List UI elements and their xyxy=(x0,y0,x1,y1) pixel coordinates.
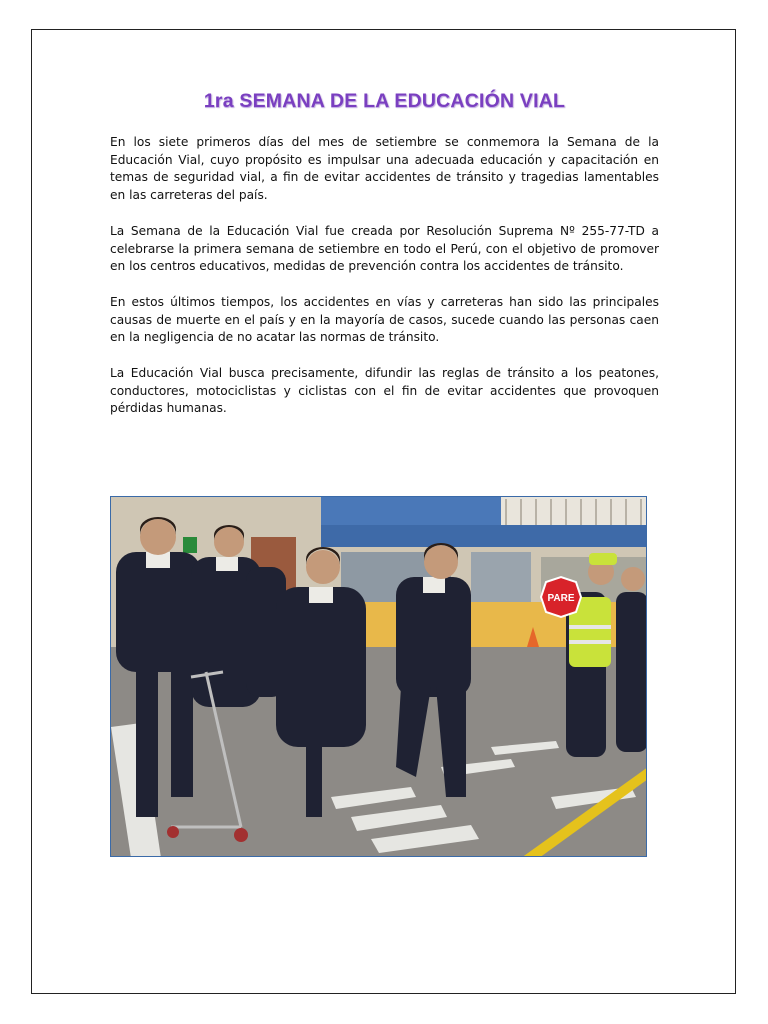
paragraph-1: En los siete primeros días del mes de setiembre se conmemora la Semana de la Educación Vial, cuyo propósito es impulsar una adecuada educación y capacitación en temas de seguridad vial, a fin de evitar accidentes de tránsito y tragedias lamentables en las carreteras del país. xyxy=(110,135,659,203)
paragraph-3: En estos últimos tiempos, los accidentes en vías y carreteras han sido las principales causas de muerte en el país y en la mayoría de casos, sucede cuando las personas caen en la negligencia de no acatar las normas de tránsito. xyxy=(110,294,659,345)
road-safety-photo xyxy=(110,496,647,857)
paragraph-4: La Educación Vial busca precisamente, difundir las reglas de tránsito a los peatones, conductores, motociclistas y ciclistas con el fin de evitar accidentes que provoquen pérdidas humanas. xyxy=(110,366,659,416)
page-frame xyxy=(31,29,736,994)
stop-sign-text: PARE xyxy=(547,593,575,604)
page-title: 1ra SEMANA DE LA EDUCACIÓN VIAL xyxy=(203,90,566,112)
paragraph-2: La Semana de la Educación Vial fue creada por Resolución Suprema Nº 255-77-TD a celebrarse la primera semana de setiembre en todo el Perú, con el objetivo de promover en los centros educativos, medidas de prevención contra los accidentes de tránsito. xyxy=(110,223,659,274)
body-text xyxy=(110,134,659,436)
